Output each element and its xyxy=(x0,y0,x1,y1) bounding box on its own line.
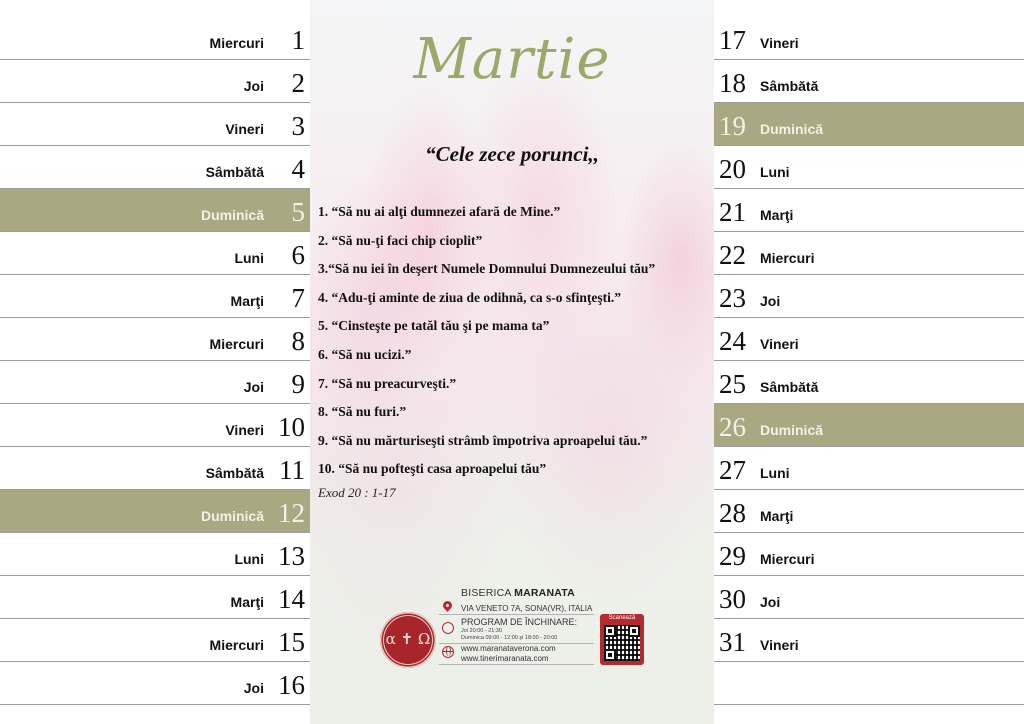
day-row-27 xyxy=(714,447,1024,490)
day-number: 5 xyxy=(291,197,305,227)
day-row-22 xyxy=(714,232,1024,275)
day-row-8 xyxy=(0,318,310,361)
day-number: 12 xyxy=(278,498,305,528)
day-row-23 xyxy=(714,275,1024,318)
day-name: Vineri xyxy=(225,422,264,438)
qr-finder xyxy=(628,625,640,637)
day-number: 29 xyxy=(719,541,746,571)
day-row-28 xyxy=(714,490,1024,533)
day-name: Duminică xyxy=(200,207,264,223)
qr-card[interactable] xyxy=(600,614,644,665)
clock-icon xyxy=(442,622,454,634)
day-name: Duminică xyxy=(200,508,264,524)
scripture-reference: Exod 20 : 1-17 xyxy=(318,485,396,500)
center-panel xyxy=(310,0,714,724)
day-number: 7 xyxy=(291,283,305,313)
day-number: 16 xyxy=(278,670,305,700)
day-name: Vineri xyxy=(760,637,799,653)
day-name: Miercuri xyxy=(760,250,815,266)
day-name: Sâmbătă xyxy=(205,465,264,481)
day-name: Vineri xyxy=(760,35,799,51)
day-row-18 xyxy=(714,60,1024,103)
day-row-17 xyxy=(714,17,1024,60)
day-number: 24 xyxy=(719,326,746,356)
day-number: 9 xyxy=(291,369,305,399)
day-row-25 xyxy=(714,361,1024,404)
website-link[interactable]: www.maranataverona.com xyxy=(461,644,556,653)
day-name: Luni xyxy=(234,551,264,567)
commandment: 7. “Să nu preacurveşti.” xyxy=(318,375,457,391)
day-row-7 xyxy=(0,275,310,318)
day-number: 8 xyxy=(291,326,305,356)
commandment: 3.“Să nu iei în deşert Numele Domnului Dumnezeului tău” xyxy=(318,261,656,277)
commandment: 6. “Să nu ucizi.” xyxy=(318,346,412,362)
day-row-4 xyxy=(0,146,310,189)
website-link[interactable]: www.tinerimaranata.com xyxy=(461,654,549,663)
day-row-11 xyxy=(0,447,310,490)
day-number: 14 xyxy=(278,584,305,614)
month-title: Martie xyxy=(413,27,611,92)
program-line: Joi 20:00 - 21:30 xyxy=(461,628,502,634)
day-number: 11 xyxy=(279,455,305,485)
commandments-list xyxy=(318,201,714,487)
day-number: 6 xyxy=(291,240,305,270)
day-name: Joi xyxy=(243,379,264,395)
church-address: VIA VENETO 7A, SONA(VR), ITALIA xyxy=(461,604,593,613)
day-number: 23 xyxy=(719,283,746,313)
day-row-14 xyxy=(0,576,310,619)
day-row-5 xyxy=(0,189,310,232)
day-name: Duminică xyxy=(760,422,824,438)
day-number: 30 xyxy=(719,584,746,614)
day-row-1 xyxy=(0,17,310,60)
day-number: 22 xyxy=(719,240,746,270)
day-row-12 xyxy=(0,490,310,533)
day-number: 19 xyxy=(719,111,746,141)
left-day-column xyxy=(0,0,310,724)
commandment: 5. “Cinsteşte pe tatăl tău şi pe mama ta” xyxy=(318,318,550,334)
day-name: Joi xyxy=(243,78,264,94)
program-line: Duminica 09:00 - 12:00 și 18:00 - 20:00 xyxy=(461,635,558,641)
day-number: 4 xyxy=(291,154,305,184)
day-number: 10 xyxy=(278,412,305,442)
day-number: 20 xyxy=(719,154,746,184)
day-row-6 xyxy=(0,232,310,275)
church-name: BISERICA MARANATA xyxy=(461,587,575,599)
day-number: 15 xyxy=(278,627,305,657)
day-number: 25 xyxy=(719,369,746,399)
church-logo xyxy=(380,612,436,668)
day-name: Miercuri xyxy=(209,637,264,653)
globe-icon xyxy=(442,646,454,658)
qr-finder xyxy=(604,625,616,637)
day-name: Miercuri xyxy=(209,35,264,51)
day-row-24 xyxy=(714,318,1024,361)
day-row-20 xyxy=(714,146,1024,189)
day-number: 18 xyxy=(719,68,746,98)
day-row-15 xyxy=(0,619,310,662)
commandment: 9. “Să nu mărturiseşti strâmb împotriva aproapelui tău.” xyxy=(318,432,648,448)
commandment: 10. “Să nu pofteşti casa aproapelui tău” xyxy=(318,461,547,477)
day-name: Luni xyxy=(760,465,790,481)
day-name: Vineri xyxy=(225,121,264,137)
day-row-9 xyxy=(0,361,310,404)
quote-title: “Cele zece porunci,, xyxy=(425,142,599,166)
commandment: 1. “Să nu ai alţi dumnezei afară de Mine.” xyxy=(318,204,561,219)
day-name: Marţi xyxy=(760,207,794,223)
day-row-30 xyxy=(714,576,1024,619)
day-name: Miercuri xyxy=(209,336,264,352)
day-name: Sâmbătă xyxy=(205,164,264,180)
commandment: 8. “Să nu furi.” xyxy=(318,404,407,420)
day-number: 28 xyxy=(719,498,746,528)
day-name: Marţi xyxy=(230,594,264,610)
commandment: 2. “Să nu-ţi faci chip cioplit” xyxy=(318,232,483,248)
day-name: Joi xyxy=(243,680,264,696)
day-row-2 xyxy=(0,60,310,103)
alpha-cross-omega-icon: α ✝ Ω xyxy=(385,630,431,648)
day-number: 27 xyxy=(719,455,746,485)
day-name: Miercuri xyxy=(760,551,815,567)
day-name: Vineri xyxy=(760,336,799,352)
commandment: 4. “Adu-ţi aminte de ziua de odihnă, ca s-o sfinţeşti.” xyxy=(318,289,622,305)
day-name: Joi xyxy=(760,293,781,309)
day-row-10 xyxy=(0,404,310,447)
day-number: 2 xyxy=(291,68,305,98)
day-row-13 xyxy=(0,533,310,576)
church-footer xyxy=(310,580,714,680)
day-row-26 xyxy=(714,404,1024,447)
day-number: 21 xyxy=(719,197,746,227)
day-number: 26 xyxy=(719,412,746,442)
day-name: Marţi xyxy=(760,508,794,524)
day-name: Luni xyxy=(234,250,264,266)
day-row-19 xyxy=(714,103,1024,146)
day-row-3 xyxy=(0,103,310,146)
program-title: PROGRAM DE ÎNCHINARE: xyxy=(461,617,578,627)
day-number: 13 xyxy=(278,541,305,571)
day-number: 3 xyxy=(291,111,305,141)
qr-label: Scanează xyxy=(608,615,636,621)
qr-finder xyxy=(604,649,616,661)
day-number: 31 xyxy=(719,627,746,657)
day-name: Marţi xyxy=(230,293,264,309)
day-number: 17 xyxy=(719,25,746,55)
right-day-column xyxy=(714,0,1024,724)
qr-code-icon xyxy=(604,625,640,661)
day-row-31 xyxy=(714,619,1024,662)
divider xyxy=(439,614,594,615)
divider xyxy=(439,664,594,665)
day-number: 1 xyxy=(291,25,305,55)
day-row-29 xyxy=(714,533,1024,576)
day-row-empty xyxy=(714,662,1024,705)
day-name: Sâmbătă xyxy=(760,379,819,395)
day-row-21 xyxy=(714,189,1024,232)
day-name: Luni xyxy=(760,164,790,180)
day-row-16 xyxy=(0,662,310,705)
day-name: Joi xyxy=(760,594,781,610)
day-name: Sâmbătă xyxy=(760,78,819,94)
location-pin-icon xyxy=(441,599,454,612)
day-name: Duminică xyxy=(760,121,824,137)
